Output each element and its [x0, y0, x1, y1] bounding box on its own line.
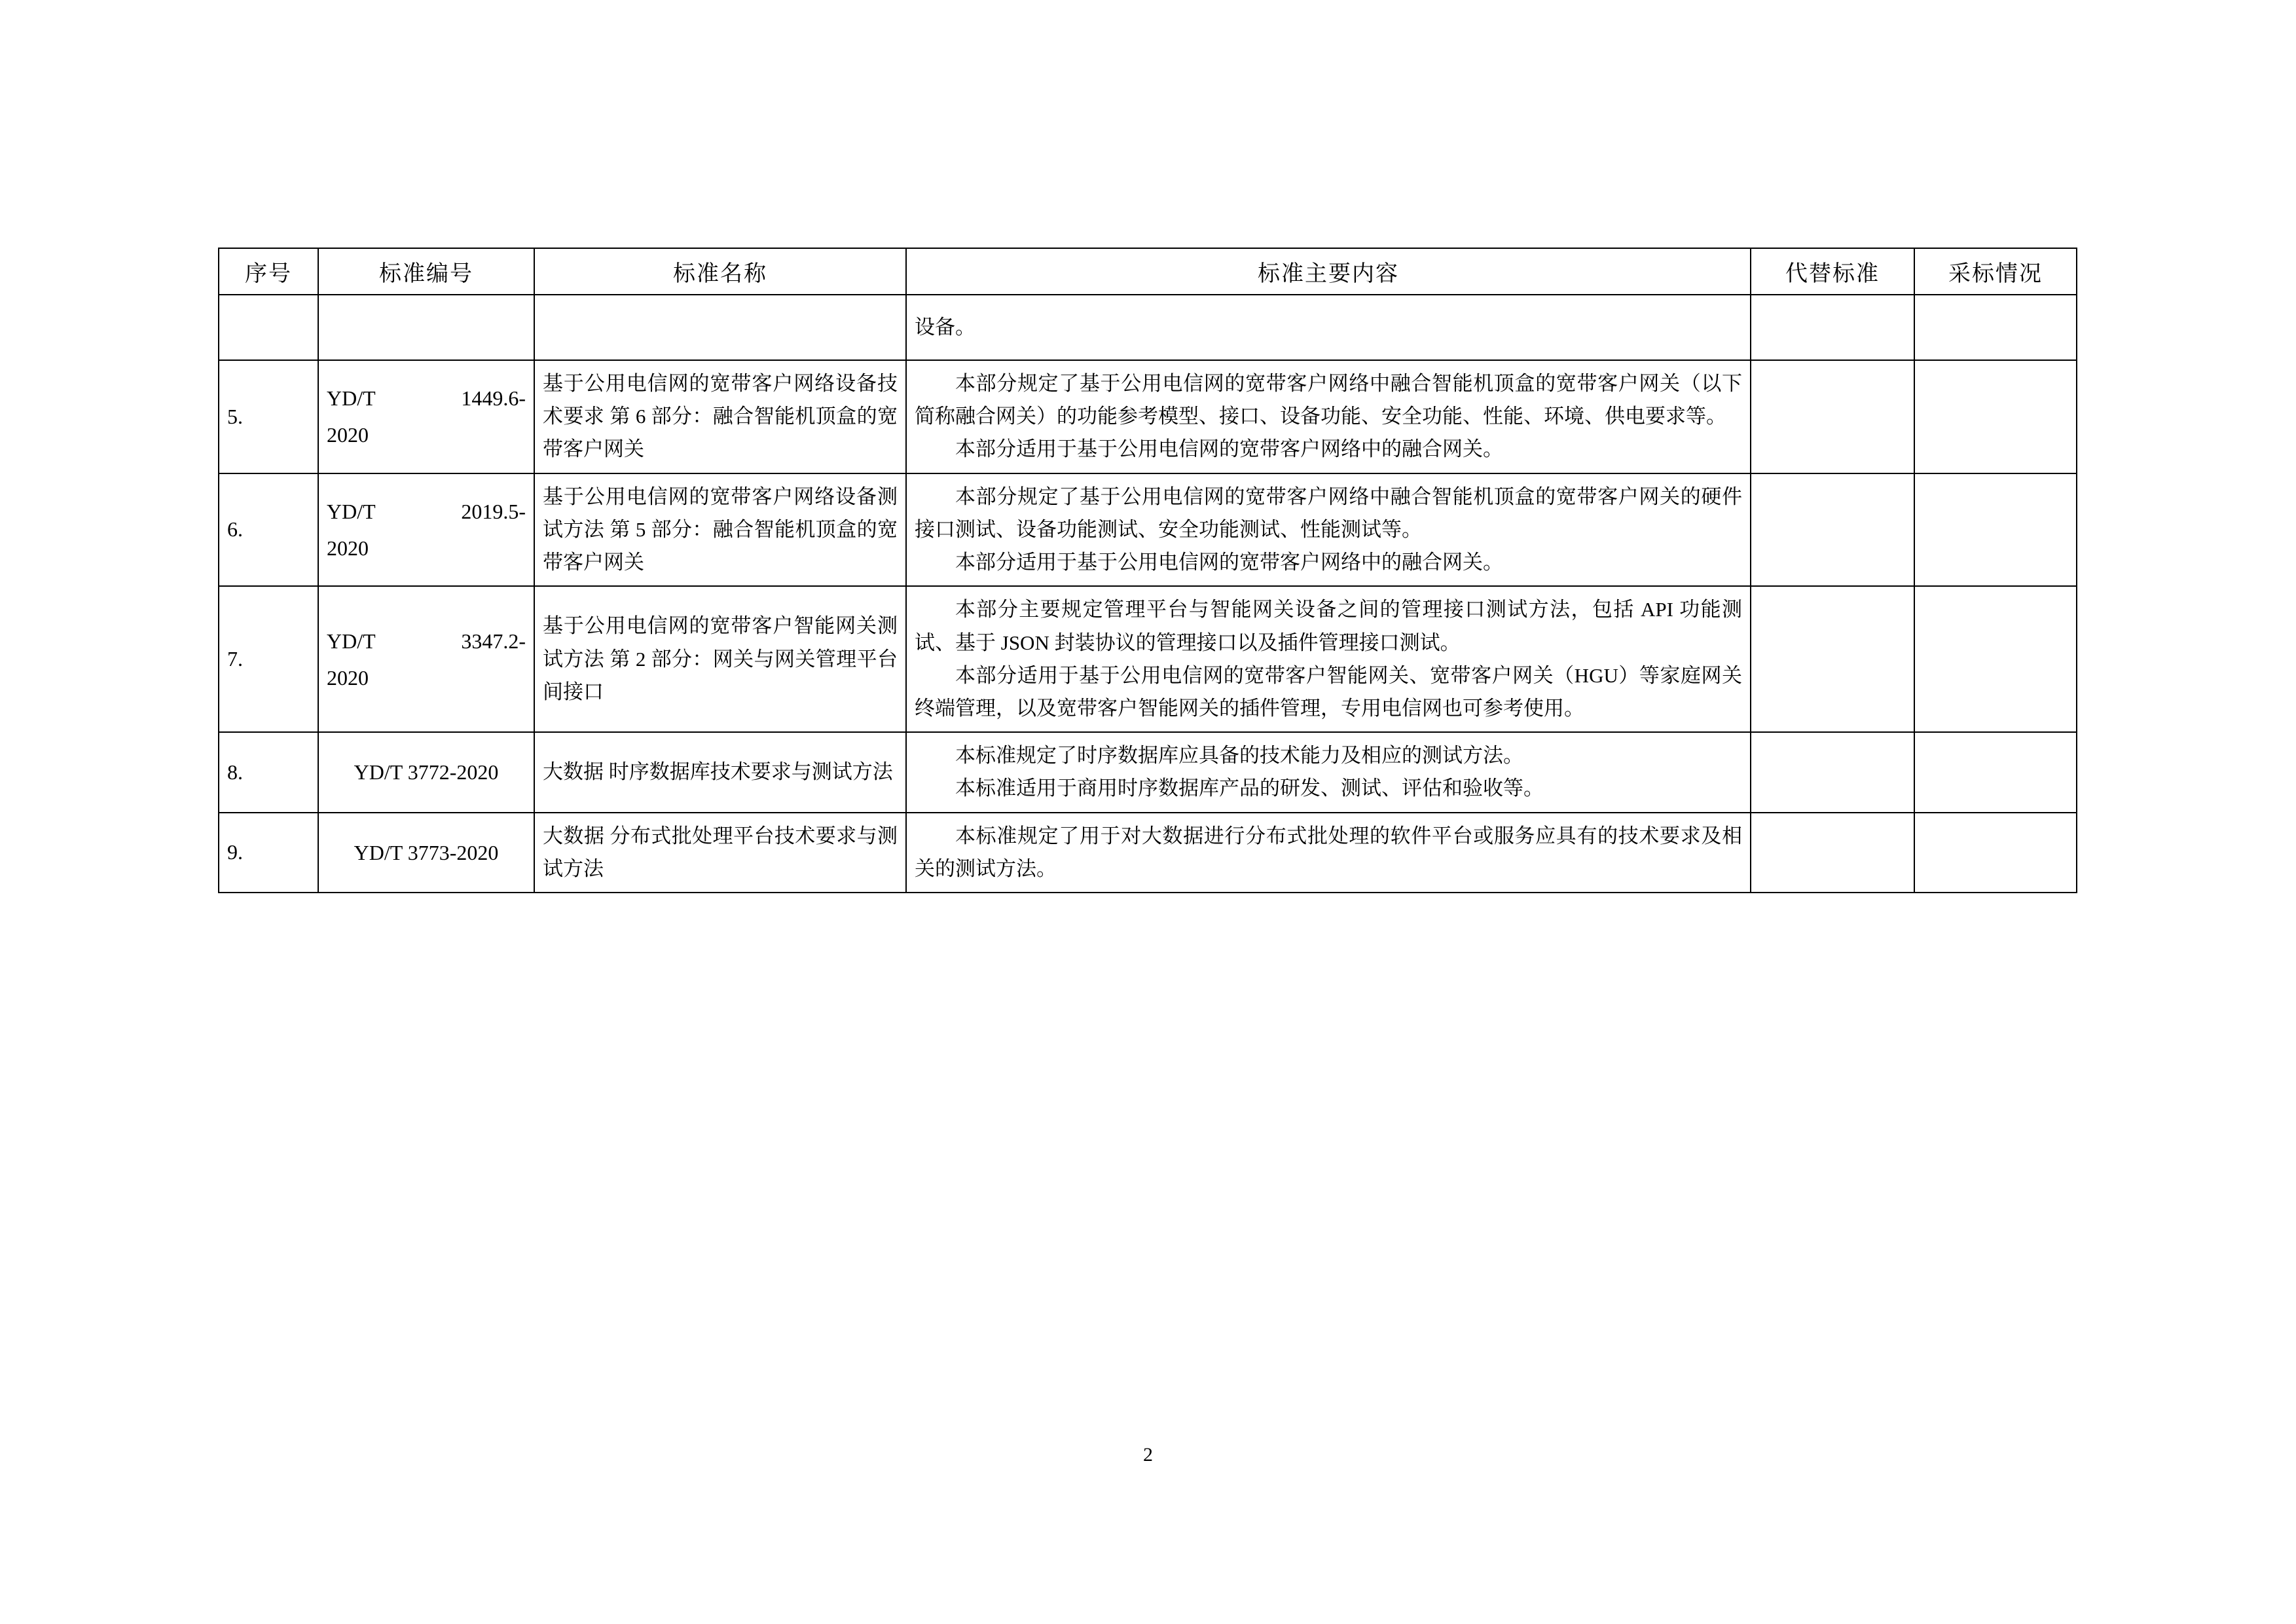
cell-seq: 5. — [219, 360, 318, 473]
standard-number-year: 2020 — [327, 423, 369, 447]
table-row — [219, 813, 2077, 893]
cell-standard-name — [534, 295, 906, 360]
content-paragraph: 本标准适用于商用时序数据库产品的研发、测试、评估和验收等。 — [955, 777, 1544, 800]
header-replaced-standard: 代替标准 — [1751, 248, 1914, 295]
cell-standard-name: 大数据 分布式批处理平台技术要求与测试方法 — [534, 813, 906, 893]
content-paragraph: 本标准规定了时序数据库应具备的技术能力及相应的测试方法。 — [955, 744, 1523, 767]
standard-number-code: 3347.2- — [461, 629, 526, 653]
cell-seq: 6. — [219, 473, 318, 587]
cell-replaced-standard — [1751, 360, 1914, 473]
cell-adoption-status — [1914, 295, 2077, 360]
standard-number-code: 1449.6- — [461, 386, 526, 411]
cell-main-content — [906, 473, 1751, 587]
header-main-content: 标准主要内容 — [906, 248, 1751, 295]
cell-replaced-standard — [1751, 813, 1914, 893]
cell-standard-number — [318, 295, 534, 360]
table-header — [219, 248, 2077, 295]
content-paragraph: 本部分适用于基于公用电信网的宽带客户网络中的融合网关。 — [955, 551, 1503, 574]
header-standard-number: 标准编号 — [318, 248, 534, 295]
cell-standard-name: 基于公用电信网的宽带客户智能网关测试方法 第 2 部分：网关与网关管理平台间接口 — [534, 586, 906, 732]
cell-replaced-standard — [1751, 295, 1914, 360]
content-paragraph: 本部分规定了基于公用电信网的宽带客户网络中融合智能机顶盒的宽带客户网关的硬件接口测试、设备功能测试、安全功能测试、性能测试等。 — [915, 485, 1742, 541]
cell-adoption-status — [1914, 813, 2077, 893]
header-adoption-status: 采标情况 — [1914, 248, 2077, 295]
table-row — [219, 732, 2077, 812]
standard-number-full: YD/T 3772-2020 — [354, 760, 499, 784]
content-paragraph: 本部分适用于基于公用电信网的宽带客户网络中的融合网关。 — [955, 437, 1503, 461]
standard-number-prefix: YD/T — [327, 499, 376, 523]
page-number: 2 — [1143, 1444, 1153, 1466]
cell-adoption-status — [1914, 473, 2077, 587]
header-standard-name: 标准名称 — [534, 248, 906, 295]
cell-main-content — [906, 360, 1751, 473]
cell-replaced-standard — [1751, 732, 1914, 812]
standards-table-container — [218, 248, 2076, 893]
standards-table — [218, 248, 2077, 893]
standard-number-year: 2020 — [327, 536, 369, 560]
standard-number-code: 2019.5- — [461, 499, 526, 523]
content-paragraph: 本标准规定了用于对大数据进行分布式批处理的软件平台或服务应具有的技术要求及相关的测试方法。 — [915, 824, 1742, 880]
cell-standard-name: 基于公用电信网的宽带客户网络设备测试方法 第 5 部分：融合智能机顶盒的宽带客户网关 — [534, 473, 906, 587]
cell-standard-name: 基于公用电信网的宽带客户网络设备技术要求 第 6 部分：融合智能机顶盒的宽带客户网关 — [534, 360, 906, 473]
cell-adoption-status — [1914, 360, 2077, 473]
cell-standard-number — [318, 586, 534, 732]
content-paragraph: 设备。 — [915, 315, 975, 339]
cell-adoption-status — [1914, 586, 2077, 732]
standard-number-full: YD/T 3773-2020 — [354, 840, 499, 864]
cell-seq — [219, 295, 318, 360]
header-seq: 序号 — [219, 248, 318, 295]
table-row — [219, 360, 2077, 473]
cell-replaced-standard — [1751, 473, 1914, 587]
cell-standard-number — [318, 732, 534, 812]
cell-main-content — [906, 732, 1751, 812]
cell-main-content — [906, 813, 1751, 893]
table-header-row — [219, 248, 2077, 295]
table-row — [219, 586, 2077, 732]
standard-number-year: 2020 — [327, 665, 369, 690]
cell-seq: 8. — [219, 732, 318, 812]
cell-standard-number — [318, 360, 534, 473]
content-paragraph: 本部分适用于基于公用电信网的宽带客户智能网关、宽带客户网关（HGU）等家庭网关终端管理，以及宽带客户智能网关的插件管理，专用电信网也可参考使用。 — [915, 663, 1742, 720]
standard-number-prefix: YD/T — [327, 629, 376, 653]
cell-seq: 7. — [219, 586, 318, 732]
standard-number-prefix: YD/T — [327, 386, 376, 411]
cell-standard-number — [318, 473, 534, 587]
cell-standard-name: 大数据 时序数据库技术要求与测试方法 — [534, 732, 906, 812]
table-row — [219, 295, 2077, 360]
content-paragraph: 本部分规定了基于公用电信网的宽带客户网络中融合智能机顶盒的宽带客户网关（以下简称融合网关）的功能参考模型、接口、设备功能、安全功能、性能、环境、供电要求等。 — [915, 372, 1742, 428]
cell-adoption-status — [1914, 732, 2077, 812]
cell-main-content — [906, 295, 1751, 360]
table-body — [219, 295, 2077, 893]
content-paragraph: 本部分主要规定管理平台与智能网关设备之间的管理接口测试方法，包括 API 功能测试、基于 JSON 封装协议的管理接口以及插件管理接口测试。 — [915, 598, 1742, 654]
cell-standard-number — [318, 813, 534, 893]
cell-main-content — [906, 586, 1751, 732]
cell-seq: 9. — [219, 813, 318, 893]
table-row — [219, 473, 2077, 587]
cell-replaced-standard — [1751, 586, 1914, 732]
